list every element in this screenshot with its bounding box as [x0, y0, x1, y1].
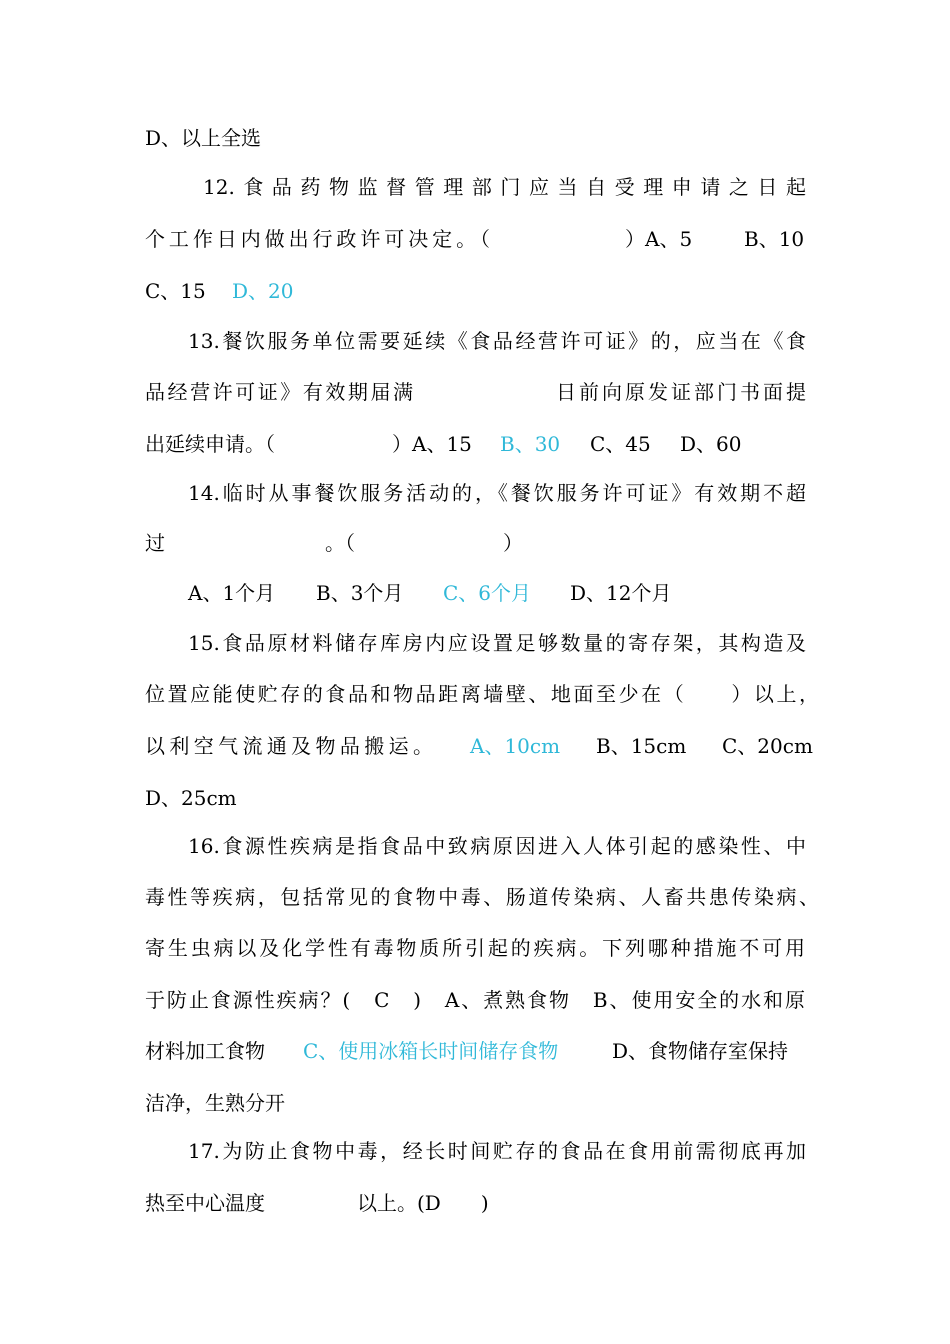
question-14-text: ） [503, 531, 523, 555]
option: A、1个月 [188, 581, 276, 605]
correct-answer: C、6个月 [443, 581, 532, 605]
option: D、12个月 [570, 581, 672, 605]
correct-answer: C、使用冰箱长时间储存食物 [303, 1039, 559, 1063]
correct-answer: A、10cm [470, 734, 561, 758]
question-15: 15.食品原材料储存库房内应设置足够数量的寄存架，其构造及 [188, 631, 806, 655]
option: B、15cm [596, 734, 687, 758]
question-17-text: 热至中心温度 [145, 1191, 265, 1215]
question-16-text: 毒性等疾病，包括常见的食物中毒、肠道传染病、人畜共患传染病、 [145, 885, 819, 909]
option: 洁净，生熟分开 [145, 1091, 285, 1115]
question-13-text: 出延续申请。（ [145, 432, 275, 456]
option: 材料加工食物 [145, 1039, 265, 1063]
question-15-text: 以利空气流通及物品搬运。 [145, 734, 433, 758]
question-13: 13.餐饮服务单位需要延续《食品经营许可证》的，应当在《食 [188, 329, 806, 353]
option: B、3个月 [316, 581, 404, 605]
question-16-text: 寄生虫病以及化学性有毒物质所引起的疾病。下列哪种措施不可用 [145, 936, 805, 960]
question-14: 14.临时从事餐饮服务活动的，《餐饮服务许可证》有效期不超 [188, 481, 806, 505]
question-12: 12.食品药物监督管理部门应当自受理申请之日起 [203, 175, 806, 199]
option: B、10 [744, 227, 805, 251]
option: C、20cm [722, 734, 813, 758]
question-14-text: 。（ [325, 531, 355, 555]
option: D、食物储存室保持 [612, 1039, 789, 1063]
option: C、15 [145, 279, 206, 303]
question-17-text: 以上。(D ) [357, 1191, 489, 1215]
question-16-text: 于防止食源性疾病？( C ) A、煮熟食物 B、使用安全的水和原 [145, 988, 805, 1012]
question-13-text: 品经营许可证》有效期届满 [145, 380, 413, 404]
option: ）A、15 [392, 432, 472, 456]
question-14-text: 过 [145, 531, 165, 555]
option: D、25cm [145, 786, 237, 810]
question-17: 17.为防止食物中毒，经长时间贮存的食品在食用前需彻底再加 [188, 1139, 806, 1163]
option: C、45 [590, 432, 651, 456]
option: D、60 [680, 432, 742, 456]
correct-answer: B、30 [500, 432, 561, 456]
text-line: D、以上全选 [145, 126, 262, 150]
question-13-text: 日前向原发证部门书面提 [556, 380, 806, 404]
question-16: 16.食源性疾病是指食品中致病原因进入人体引起的感染性、中 [188, 834, 806, 858]
option: ）A、5 [625, 227, 693, 251]
correct-answer: D、20 [232, 279, 294, 303]
question-12-text: 个工作日内做出行政许可决定。（ [145, 227, 490, 251]
question-15-text: 位置应能使贮存的食品和物品距离墙壁、地面至少在（ ）以上， [145, 682, 819, 706]
